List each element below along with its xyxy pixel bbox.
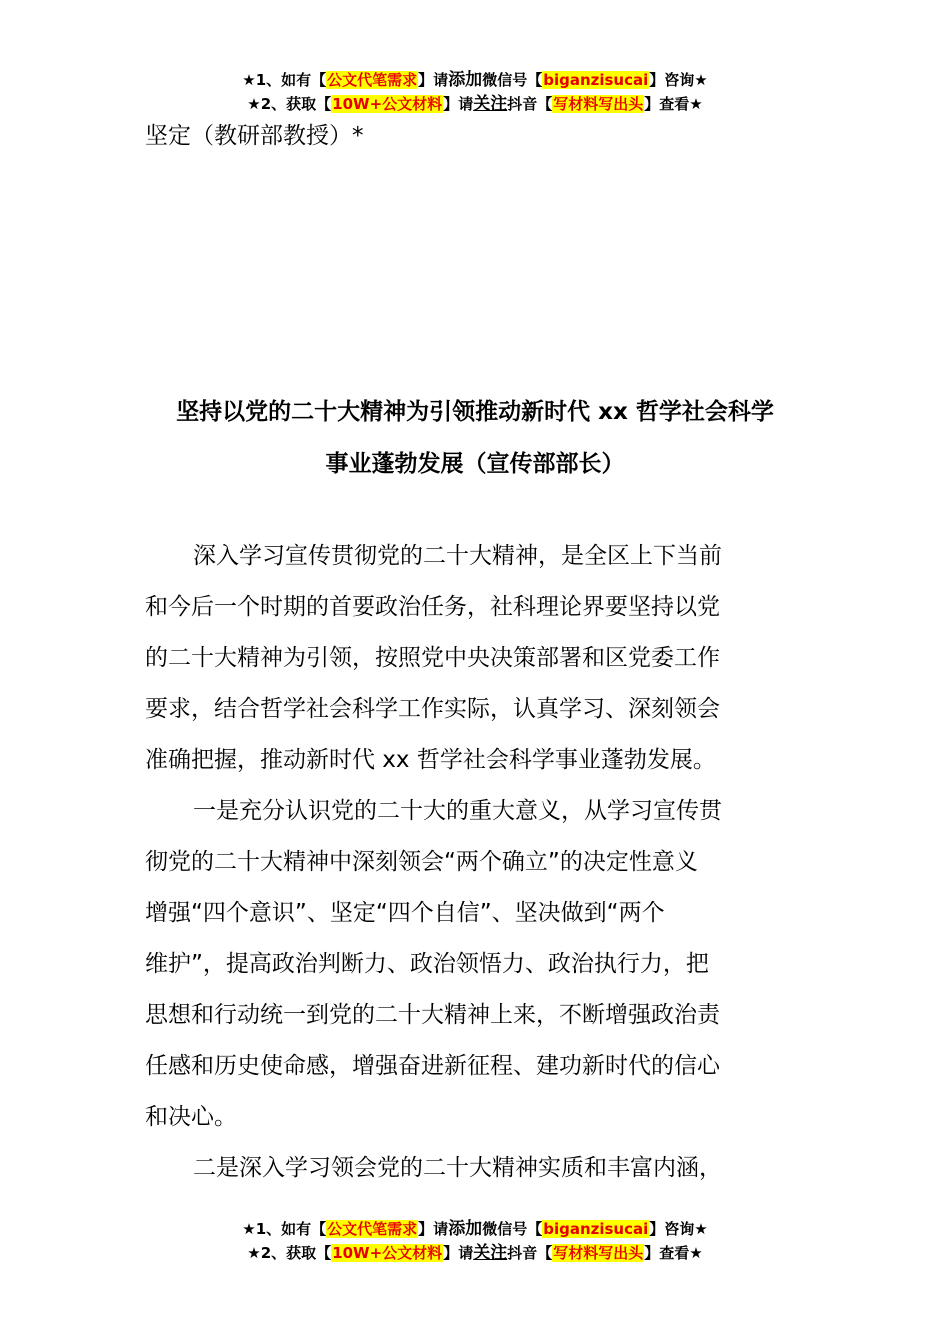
promo-line-1: ★1、如有【公文代笔需求】请添加微信号【biganzisucai】咨询★ [242,70,708,90]
body-line: 深入学习宣传贯彻党的二十大精神，是全区上下当前 [193,543,722,569]
body-line: 和决心。 [145,1104,237,1130]
body-line: 二是深入学习领会党的二十大精神实质和丰富内涵， [193,1155,722,1181]
body-line: 准确把握，推动新时代 xx 哲学社会科学事业蓬勃发展。 [145,747,716,773]
promo-banner-bottom [0,1217,950,1265]
promo-line-1: ★1、如有【公文代笔需求】请添加微信号【biganzisucai】咨询★ [242,1219,708,1239]
promo-banner-top [0,68,950,116]
body-line: 彻党的二十大精神中深刻领会“两个确立”的决定性意义 [145,849,698,875]
promo-highlight: 10W+公文材料 [332,1244,443,1262]
article-title [140,386,810,490]
body-line: 任感和历史使命感，增强奋进新征程、建功新时代的信心 [145,1053,720,1079]
promo-line-2: ★2、获取【10W+公文材料】请关注抖音【写材料写出头】查看★ [247,1243,703,1263]
article-body [145,531,807,1194]
body-line: 思想和行动统一到党的二十大精神上来，不断增强政治责 [145,1002,720,1028]
title-line: 坚持以党的二十大精神为引领推动新时代 xx 哲学社会科学 [176,399,774,425]
promo-highlight: 公文代笔需求 [327,71,418,89]
body-line: 要求，结合哲学社会科学工作实际，认真学习、深刻领会 [145,696,720,722]
body-line: 一是充分认识党的二十大的重大意义，从学习宣传贯 [193,798,722,824]
title-line: 事业蓬勃发展（宣传部部长） [325,451,625,477]
wechat-id: biganzisucai [543,71,649,89]
promo-highlight: 10W+公文材料 [332,95,443,113]
promo-line-2: ★2、获取【10W+公文材料】请关注抖音【写材料写出头】查看★ [247,94,703,114]
douyin-id: 写材料写出头 [553,1244,644,1262]
wechat-id: biganzisucai [543,1220,649,1238]
body-line: 增强“四个意识”、坚定“四个自信”、坚决做到“两个 [145,900,665,926]
body-line: 的二十大精神为引领，按照党中央决策部署和区党委工作 [145,645,720,671]
body-line: 维护”，提高政治判断力、政治领悟力、政治执行力，把 [145,951,709,977]
douyin-id: 写材料写出头 [553,95,644,113]
body-line: 和今后一个时期的首要政治任务，社科理论界要坚持以党 [145,594,720,620]
promo-highlight: 公文代笔需求 [327,1220,418,1238]
previous-article-tail: 坚定（教研部教授）* [145,123,364,149]
